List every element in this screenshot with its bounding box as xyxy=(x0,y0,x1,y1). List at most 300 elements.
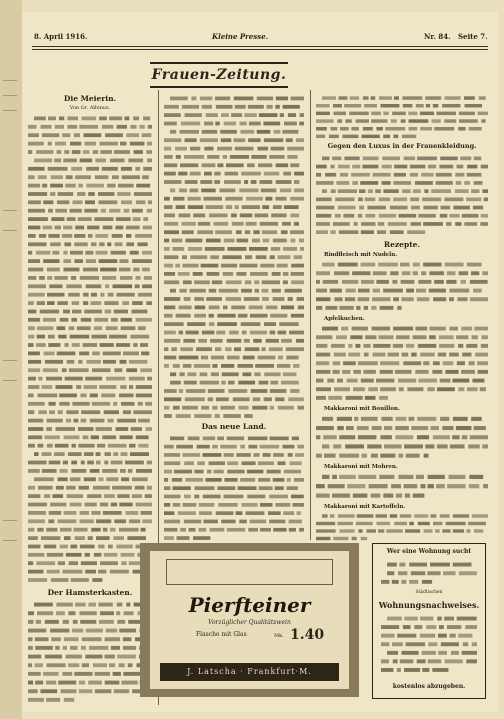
text-word xyxy=(395,435,413,439)
text-word xyxy=(380,306,394,310)
text-word xyxy=(409,119,429,123)
text-word xyxy=(274,130,281,134)
text-word xyxy=(420,112,434,116)
text-word xyxy=(282,130,298,134)
column-rule xyxy=(310,90,311,540)
text-word xyxy=(358,297,370,301)
text-word xyxy=(226,163,244,167)
text-word xyxy=(34,117,46,121)
text-word xyxy=(164,280,179,284)
text-word xyxy=(428,165,436,169)
text-word xyxy=(208,389,225,393)
text-word xyxy=(66,419,71,423)
text-word xyxy=(469,475,483,479)
text-word xyxy=(63,570,83,574)
text-word xyxy=(79,689,93,693)
text-word xyxy=(378,263,398,267)
text-word xyxy=(184,155,204,159)
text-word xyxy=(363,157,379,161)
text-word xyxy=(164,247,170,251)
text-word xyxy=(136,394,152,398)
text-word xyxy=(34,603,53,607)
text-word xyxy=(209,306,220,310)
text-word xyxy=(381,580,389,584)
text-word xyxy=(58,477,68,481)
text-word xyxy=(367,206,386,210)
text-word xyxy=(67,494,84,498)
text-word xyxy=(119,394,134,398)
text-word xyxy=(37,326,54,330)
text-word xyxy=(283,105,300,109)
header-rule-2 xyxy=(32,49,488,50)
text-word xyxy=(28,519,45,523)
text-word xyxy=(59,394,77,398)
text-word xyxy=(172,239,183,243)
article-body xyxy=(164,434,304,542)
text-word xyxy=(399,214,417,218)
text-word xyxy=(384,444,402,448)
text-word xyxy=(219,289,238,293)
recipe-title: Apfelkuchen. xyxy=(324,316,365,322)
text-word xyxy=(28,461,47,465)
text-word xyxy=(206,205,224,209)
text-word xyxy=(28,570,44,574)
text-word xyxy=(238,381,255,385)
text-word xyxy=(99,477,104,481)
text-word xyxy=(396,494,402,498)
text-word xyxy=(359,529,363,532)
text-word xyxy=(459,571,477,575)
text-word xyxy=(347,484,365,488)
section-banner: Frauen-Zeitung. xyxy=(150,62,288,88)
text-word xyxy=(102,276,116,280)
text-word xyxy=(201,189,216,193)
text-word xyxy=(316,426,334,430)
text-word xyxy=(287,486,298,490)
text-word xyxy=(273,297,285,301)
text-word xyxy=(362,165,378,169)
text-word xyxy=(243,356,255,360)
text-word xyxy=(179,372,184,376)
text-word xyxy=(226,280,242,284)
text-word xyxy=(37,611,53,615)
text-word xyxy=(346,426,354,430)
text-word xyxy=(289,331,304,335)
text-word xyxy=(104,494,115,498)
text-word xyxy=(316,537,331,540)
text-word xyxy=(173,486,191,490)
text-word xyxy=(179,214,191,218)
text-word xyxy=(333,444,341,448)
text-word xyxy=(381,668,393,672)
text-word xyxy=(263,453,271,457)
text-word xyxy=(28,293,45,297)
text-word xyxy=(105,681,120,685)
text-word xyxy=(40,689,57,693)
text-word xyxy=(241,172,261,176)
text-word xyxy=(72,150,81,154)
text-word xyxy=(80,611,97,615)
text-word xyxy=(223,155,227,159)
text-word xyxy=(372,327,390,331)
text-word xyxy=(281,230,288,234)
text-word xyxy=(316,206,334,210)
text-word xyxy=(358,475,376,479)
text-word xyxy=(218,503,237,507)
text-word xyxy=(28,226,40,230)
text-word xyxy=(269,495,288,499)
text-word xyxy=(85,142,97,146)
text-word xyxy=(215,347,221,351)
text-word xyxy=(164,478,168,482)
text-word xyxy=(299,239,304,243)
text-word xyxy=(74,419,79,423)
text-word xyxy=(114,368,122,372)
text-word xyxy=(54,452,65,456)
text-word xyxy=(164,122,177,126)
text-word xyxy=(28,343,34,347)
text-word xyxy=(286,138,293,142)
text-word xyxy=(48,142,52,146)
text-word xyxy=(235,205,239,209)
text-word xyxy=(197,445,210,449)
text-word xyxy=(164,331,176,335)
text-word xyxy=(126,603,130,607)
text-word xyxy=(259,486,273,490)
text-word xyxy=(392,112,406,116)
text-word xyxy=(361,537,367,540)
text-word xyxy=(146,301,152,305)
text-word xyxy=(475,353,488,357)
text-word xyxy=(28,259,40,263)
text-word xyxy=(188,247,202,251)
text-word xyxy=(48,519,54,523)
issue-number: Nr. 84. xyxy=(424,32,451,41)
text-word xyxy=(28,698,44,702)
text-word xyxy=(275,197,286,201)
text-word xyxy=(47,553,63,557)
text-word xyxy=(88,603,96,607)
text-word xyxy=(404,444,423,448)
text-word xyxy=(449,327,458,331)
text-word xyxy=(472,379,484,383)
text-word xyxy=(112,234,123,238)
text-word xyxy=(75,175,91,179)
text-word xyxy=(343,214,354,218)
text-word xyxy=(316,289,327,293)
text-word xyxy=(28,545,41,549)
text-word xyxy=(426,104,430,108)
text-word xyxy=(42,385,53,389)
text-word xyxy=(28,175,35,179)
text-word xyxy=(124,209,130,213)
text-word xyxy=(255,364,274,368)
text-word xyxy=(100,611,114,615)
text-word xyxy=(379,198,390,202)
text-word xyxy=(100,142,118,146)
text-word xyxy=(215,122,220,126)
text-word xyxy=(416,104,424,108)
text-word xyxy=(471,417,482,421)
text-word xyxy=(74,259,83,263)
text-word xyxy=(146,427,152,431)
text-word xyxy=(362,454,367,458)
text-word xyxy=(227,247,246,251)
text-word xyxy=(363,127,373,131)
text-word xyxy=(46,698,60,702)
text-word xyxy=(55,226,61,230)
text-word xyxy=(411,353,417,357)
text-word xyxy=(60,318,69,322)
text-word xyxy=(405,529,420,532)
text-word xyxy=(342,280,358,284)
text-word xyxy=(63,226,72,230)
text-word xyxy=(248,105,264,109)
text-word xyxy=(457,361,465,365)
text-word xyxy=(350,335,362,339)
text-word xyxy=(187,197,200,201)
text-word xyxy=(283,172,291,176)
text-word xyxy=(413,263,420,267)
text-word xyxy=(415,370,428,374)
text-word xyxy=(66,175,73,179)
text-word xyxy=(409,522,414,525)
text-word xyxy=(297,297,304,301)
text-word xyxy=(54,276,67,280)
text-word xyxy=(74,672,92,676)
text-word xyxy=(65,343,69,347)
text-word xyxy=(442,426,453,430)
text-word xyxy=(34,477,54,481)
text-word xyxy=(264,372,280,376)
text-word xyxy=(449,214,459,218)
text-word xyxy=(67,360,75,364)
text-word xyxy=(316,435,320,439)
text-word xyxy=(60,545,68,549)
text-word xyxy=(216,511,234,515)
text-word xyxy=(337,379,343,383)
text-word xyxy=(244,414,253,418)
text-word xyxy=(272,289,281,293)
text-word xyxy=(85,655,102,659)
text-word xyxy=(250,314,268,318)
text-word xyxy=(84,310,102,314)
text-word xyxy=(294,189,304,193)
text-word xyxy=(58,519,77,523)
text-word xyxy=(135,486,145,490)
text-word xyxy=(376,379,394,383)
text-word xyxy=(281,306,294,310)
text-word xyxy=(164,356,176,360)
text-word xyxy=(269,155,285,159)
article-body xyxy=(316,512,488,542)
text-word xyxy=(117,125,127,129)
text-word xyxy=(95,175,109,179)
text-word xyxy=(193,536,210,540)
text-word xyxy=(424,454,429,458)
text-word xyxy=(173,197,184,201)
text-word xyxy=(106,326,118,330)
text-word xyxy=(474,426,486,430)
text-word xyxy=(410,173,418,177)
text-word xyxy=(64,536,71,540)
text-word xyxy=(296,138,304,142)
text-word xyxy=(91,511,100,515)
text-word xyxy=(118,184,134,188)
text-word xyxy=(339,96,348,100)
text-word xyxy=(201,264,219,268)
text-word xyxy=(353,494,368,498)
text-word xyxy=(474,327,488,331)
text-word xyxy=(394,96,399,100)
text-word xyxy=(332,475,337,479)
text-word xyxy=(472,514,488,517)
text-word xyxy=(283,272,289,276)
text-word xyxy=(179,189,187,193)
text-word xyxy=(324,454,336,458)
text-word xyxy=(240,122,247,126)
text-word xyxy=(43,200,53,204)
text-word xyxy=(238,314,248,318)
text-word xyxy=(465,104,483,108)
text-word xyxy=(437,387,455,391)
text-word xyxy=(240,214,253,218)
text-word xyxy=(333,104,342,108)
text-word xyxy=(339,230,359,234)
article-body xyxy=(316,414,488,460)
text-word xyxy=(296,339,304,343)
text-word xyxy=(184,381,197,385)
text-word xyxy=(98,545,104,549)
text-word xyxy=(132,301,143,305)
text-word xyxy=(403,625,411,629)
text-word xyxy=(185,239,202,243)
text-word xyxy=(237,239,249,243)
text-word xyxy=(474,157,481,161)
text-word xyxy=(238,364,254,368)
text-word xyxy=(273,239,287,243)
text-word xyxy=(423,263,442,267)
text-word xyxy=(96,461,101,465)
text-word xyxy=(395,426,409,430)
text-word xyxy=(290,389,299,393)
text-word xyxy=(178,172,187,176)
text-word xyxy=(251,389,268,393)
text-word xyxy=(429,271,444,275)
text-word xyxy=(340,173,348,177)
text-word xyxy=(28,125,37,129)
text-word xyxy=(339,306,353,310)
text-word xyxy=(463,642,468,646)
text-word xyxy=(255,289,260,293)
text-word xyxy=(209,289,217,293)
text-word xyxy=(316,112,330,116)
paper-name: Kleine Presse. xyxy=(212,32,269,41)
text-word xyxy=(482,189,488,193)
article-body xyxy=(316,472,488,500)
text-word xyxy=(236,511,243,515)
text-word xyxy=(264,172,280,176)
text-word xyxy=(330,230,335,234)
text-word xyxy=(83,268,98,272)
text-word xyxy=(80,519,94,523)
text-word xyxy=(87,226,99,230)
text-word xyxy=(179,331,184,335)
ornament-frame xyxy=(166,559,333,585)
text-word xyxy=(335,214,341,218)
article-headline-2: Der Hamsterkasten. xyxy=(47,588,133,597)
text-word xyxy=(170,97,188,101)
text-word xyxy=(364,104,377,108)
text-word xyxy=(117,419,136,423)
ad-tagline: Vorzüglicher Qualitätswein xyxy=(208,619,291,626)
text-word xyxy=(385,127,405,131)
text-word xyxy=(474,181,483,185)
text-word xyxy=(316,379,324,383)
text-word xyxy=(260,180,273,184)
text-word xyxy=(276,163,289,167)
text-word xyxy=(170,189,175,193)
text-word xyxy=(467,165,477,169)
text-word xyxy=(68,611,75,615)
text-word xyxy=(254,372,260,376)
text-word xyxy=(471,271,479,275)
text-word xyxy=(136,385,152,389)
text-word xyxy=(269,520,285,524)
text-word xyxy=(202,105,212,109)
text-word xyxy=(108,545,113,549)
text-word xyxy=(249,122,261,126)
text-word xyxy=(84,452,94,456)
text-word xyxy=(216,331,225,335)
text-word xyxy=(164,397,181,401)
text-word xyxy=(88,681,102,685)
text-word xyxy=(322,514,328,517)
text-word xyxy=(348,353,360,357)
text-word xyxy=(70,545,77,549)
text-word xyxy=(316,181,334,185)
text-word xyxy=(28,142,44,146)
text-word xyxy=(316,396,326,400)
text-word xyxy=(216,397,229,401)
text-word xyxy=(197,461,205,465)
text-word xyxy=(83,150,90,154)
text-word xyxy=(88,536,93,540)
text-word xyxy=(116,293,134,297)
text-word xyxy=(194,280,210,284)
text-word xyxy=(199,503,215,507)
text-word xyxy=(98,570,106,574)
text-word xyxy=(215,230,232,234)
text-word xyxy=(266,339,279,343)
text-word xyxy=(182,105,199,109)
text-word xyxy=(176,155,181,159)
text-word xyxy=(322,157,330,161)
text-word xyxy=(51,637,61,641)
text-word xyxy=(316,454,322,458)
text-word xyxy=(197,230,213,234)
text-word xyxy=(380,387,396,391)
text-word xyxy=(135,167,140,171)
text-word xyxy=(402,189,411,193)
text-word xyxy=(361,280,374,284)
text-word xyxy=(164,138,181,142)
text-word xyxy=(431,426,440,430)
text-word xyxy=(401,297,413,301)
text-word xyxy=(273,478,285,482)
text-word xyxy=(331,189,336,193)
text-word xyxy=(142,251,152,255)
